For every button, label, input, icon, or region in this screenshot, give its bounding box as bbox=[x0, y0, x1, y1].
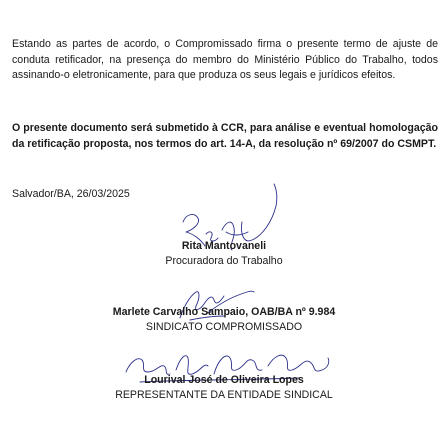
signature-block-union bbox=[0, 305, 448, 335]
signatory-role: SINDICATO COMPROMISSADO bbox=[145, 321, 303, 333]
place-date: Salvador/BA, 26/03/2025 bbox=[12, 188, 130, 200]
signature-block-prosecutor bbox=[0, 239, 448, 269]
signatory-name: Rita Mantovaneli bbox=[181, 240, 267, 252]
signatory-name: Marlete Carvalho Sampaio, OAB/BA nº 9.984 bbox=[112, 306, 336, 318]
signatory-role: REPRESENTANTE DA ENTIDADE SINDICAL bbox=[115, 389, 333, 401]
signatory-name: Lourival José de Oliveira Lopes bbox=[144, 374, 304, 386]
signature-block-representative bbox=[0, 373, 448, 403]
submission-paragraph: O presente documento será submetido à CCR, para análise e eventual homologação da retificação proposta, nos termos do art. 14-A, da resolução nº 69/2007 do CSMPT. bbox=[12, 122, 438, 150]
closing-paragraph: Estando as partes de acordo, o Compromissado firma o presente termo de ajuste de conduta retificador, na presença do membro do Ministério Público do Trabalho, todos assinando-o eletronicamente, para que produza os seus legais e jurídicos efeitos. bbox=[12, 38, 438, 82]
signatory-role: Procuradora do Trabalho bbox=[165, 255, 283, 267]
